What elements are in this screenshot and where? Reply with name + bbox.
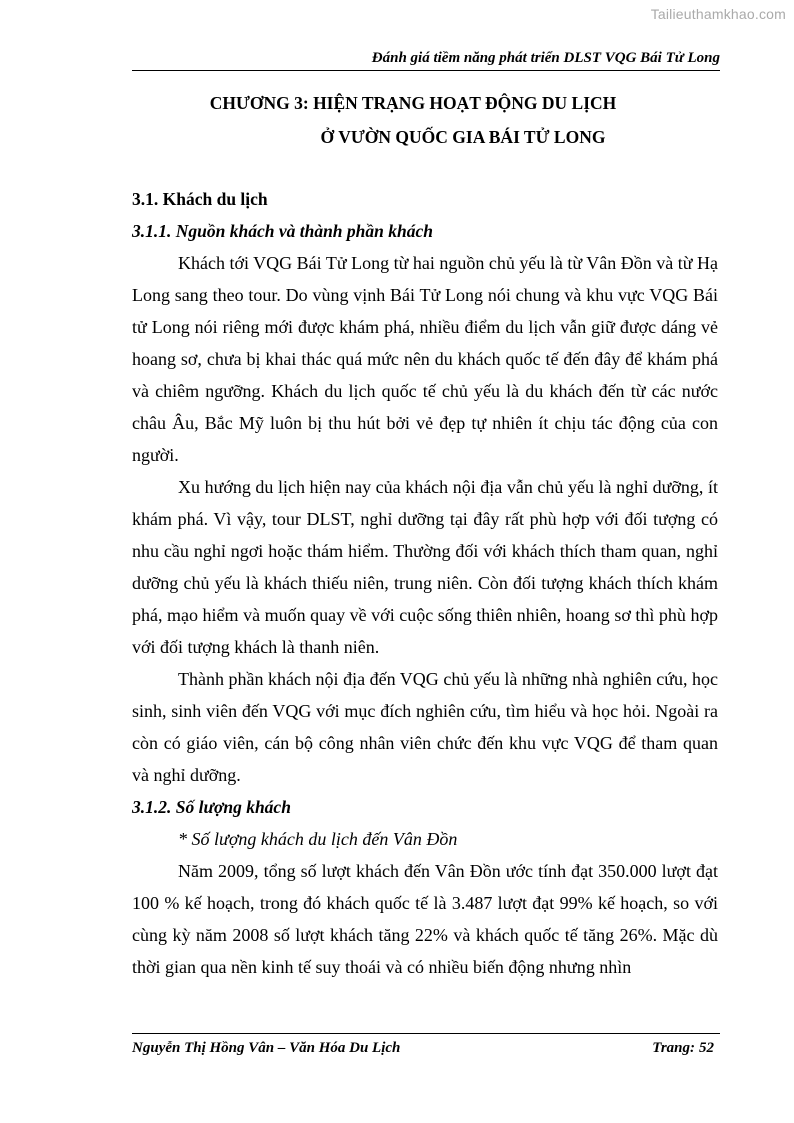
body-content bbox=[132, 183, 718, 983]
watermark: Tailieuthamkhao.com bbox=[650, 6, 786, 22]
section-heading-3-1-1: 3.1.1. Nguồn khách và thành phần khách bbox=[132, 221, 433, 241]
page-number: 52 bbox=[699, 1040, 714, 1056]
page-label: Trang: bbox=[652, 1040, 695, 1056]
chapter-title-line2: Ở VƯỜN QUỐC GIA BÁI TỬ LONG bbox=[320, 127, 606, 147]
footer-author: Nguyễn Thị Hồng Vân – Văn Hóa Du Lịch bbox=[132, 1040, 401, 1056]
chapter-title-line1: CHƯƠNG 3: HIỆN TRẠNG HOẠT ĐỘNG DU LỊCH bbox=[209, 93, 617, 113]
section-heading-3-1: 3.1. Khách du lịch bbox=[132, 189, 268, 209]
paragraph: Thành phần khách nội địa đến VQG chủ yếu là những nhà nghiên cứu, học sinh, sinh viên đến VQG với mục đích nghiên cứu, tìm hiểu và học hỏi. Ngoài ra còn có giáo viên, cán bộ công nhân viên chức đến khu vực VQG để tham quan và nghỉ dưỡng. bbox=[132, 669, 718, 785]
running-header: Đánh giá tiềm năng phát triển DLST VQG Bái Tử Long bbox=[371, 50, 720, 66]
paragraph: Năm 2009, tổng số lượt khách đến Vân Đồn ước tính đạt 350.000 lượt đạt 100 % kế hoạch, trong đó khách quốc tế là 3.487 lượt đạt 99% kế hoạch, so với cùng kỳ năm 2008 số lượt khách tăng 22% và khách quốc tế tăng 26%. Mặc dù thời gian qua nền kinh tế suy thoái và có nhiều biến động nhưng nhìn bbox=[132, 861, 718, 977]
paragraph: Khách tới VQG Bái Tử Long từ hai nguồn chủ yếu là từ Vân Đồn và từ Hạ Long sang theo tour. Do vùng vịnh Bái Tử Long nói chung và khu vực VQG Bái tử Long nói riêng mới được khám phá, nhiều điểm du lịch vẫn giữ được dáng vẻ hoang sơ, chưa bị khai thác quá mức nên du khách quốc tế đến đây để khám phá và chiêm ngưỡng. Khách du lịch quốc tế chủ yếu là du khách đến từ các nước châu Âu, Bắc Mỹ luôn bị thu hút bởi vẻ đẹp tự nhiên ít chịu tác động của con người. bbox=[132, 253, 718, 465]
footer-page bbox=[648, 1040, 714, 1057]
footer-divider bbox=[132, 1033, 720, 1034]
paragraph: Xu hướng du lịch hiện nay của khách nội địa vẫn chủ yếu là nghỉ dưỡng, ít khám phá. Vì vậy, tour DLST, nghỉ dưỡng tại đây rất phù hợp với đối tượng có nhu cầu nghỉ ngơi hoặc thám hiểm. Thường đối với khách thích tham quan, nghỉ dưỡng chủ yếu là khách thiếu niên, trung niên. Còn đối tượng khách thích khám phá, mạo hiểm và muốn quay về với cuộc sống thiên nhiên, hoang sơ thì phù hợp với đối tượng khách là thanh niên. bbox=[132, 477, 718, 657]
section-heading-3-1-2: 3.1.2. Số lượng khách bbox=[132, 797, 291, 817]
subheading: * Số lượng khách du lịch đến Vân Đồn bbox=[178, 829, 458, 849]
header-divider bbox=[132, 70, 720, 71]
